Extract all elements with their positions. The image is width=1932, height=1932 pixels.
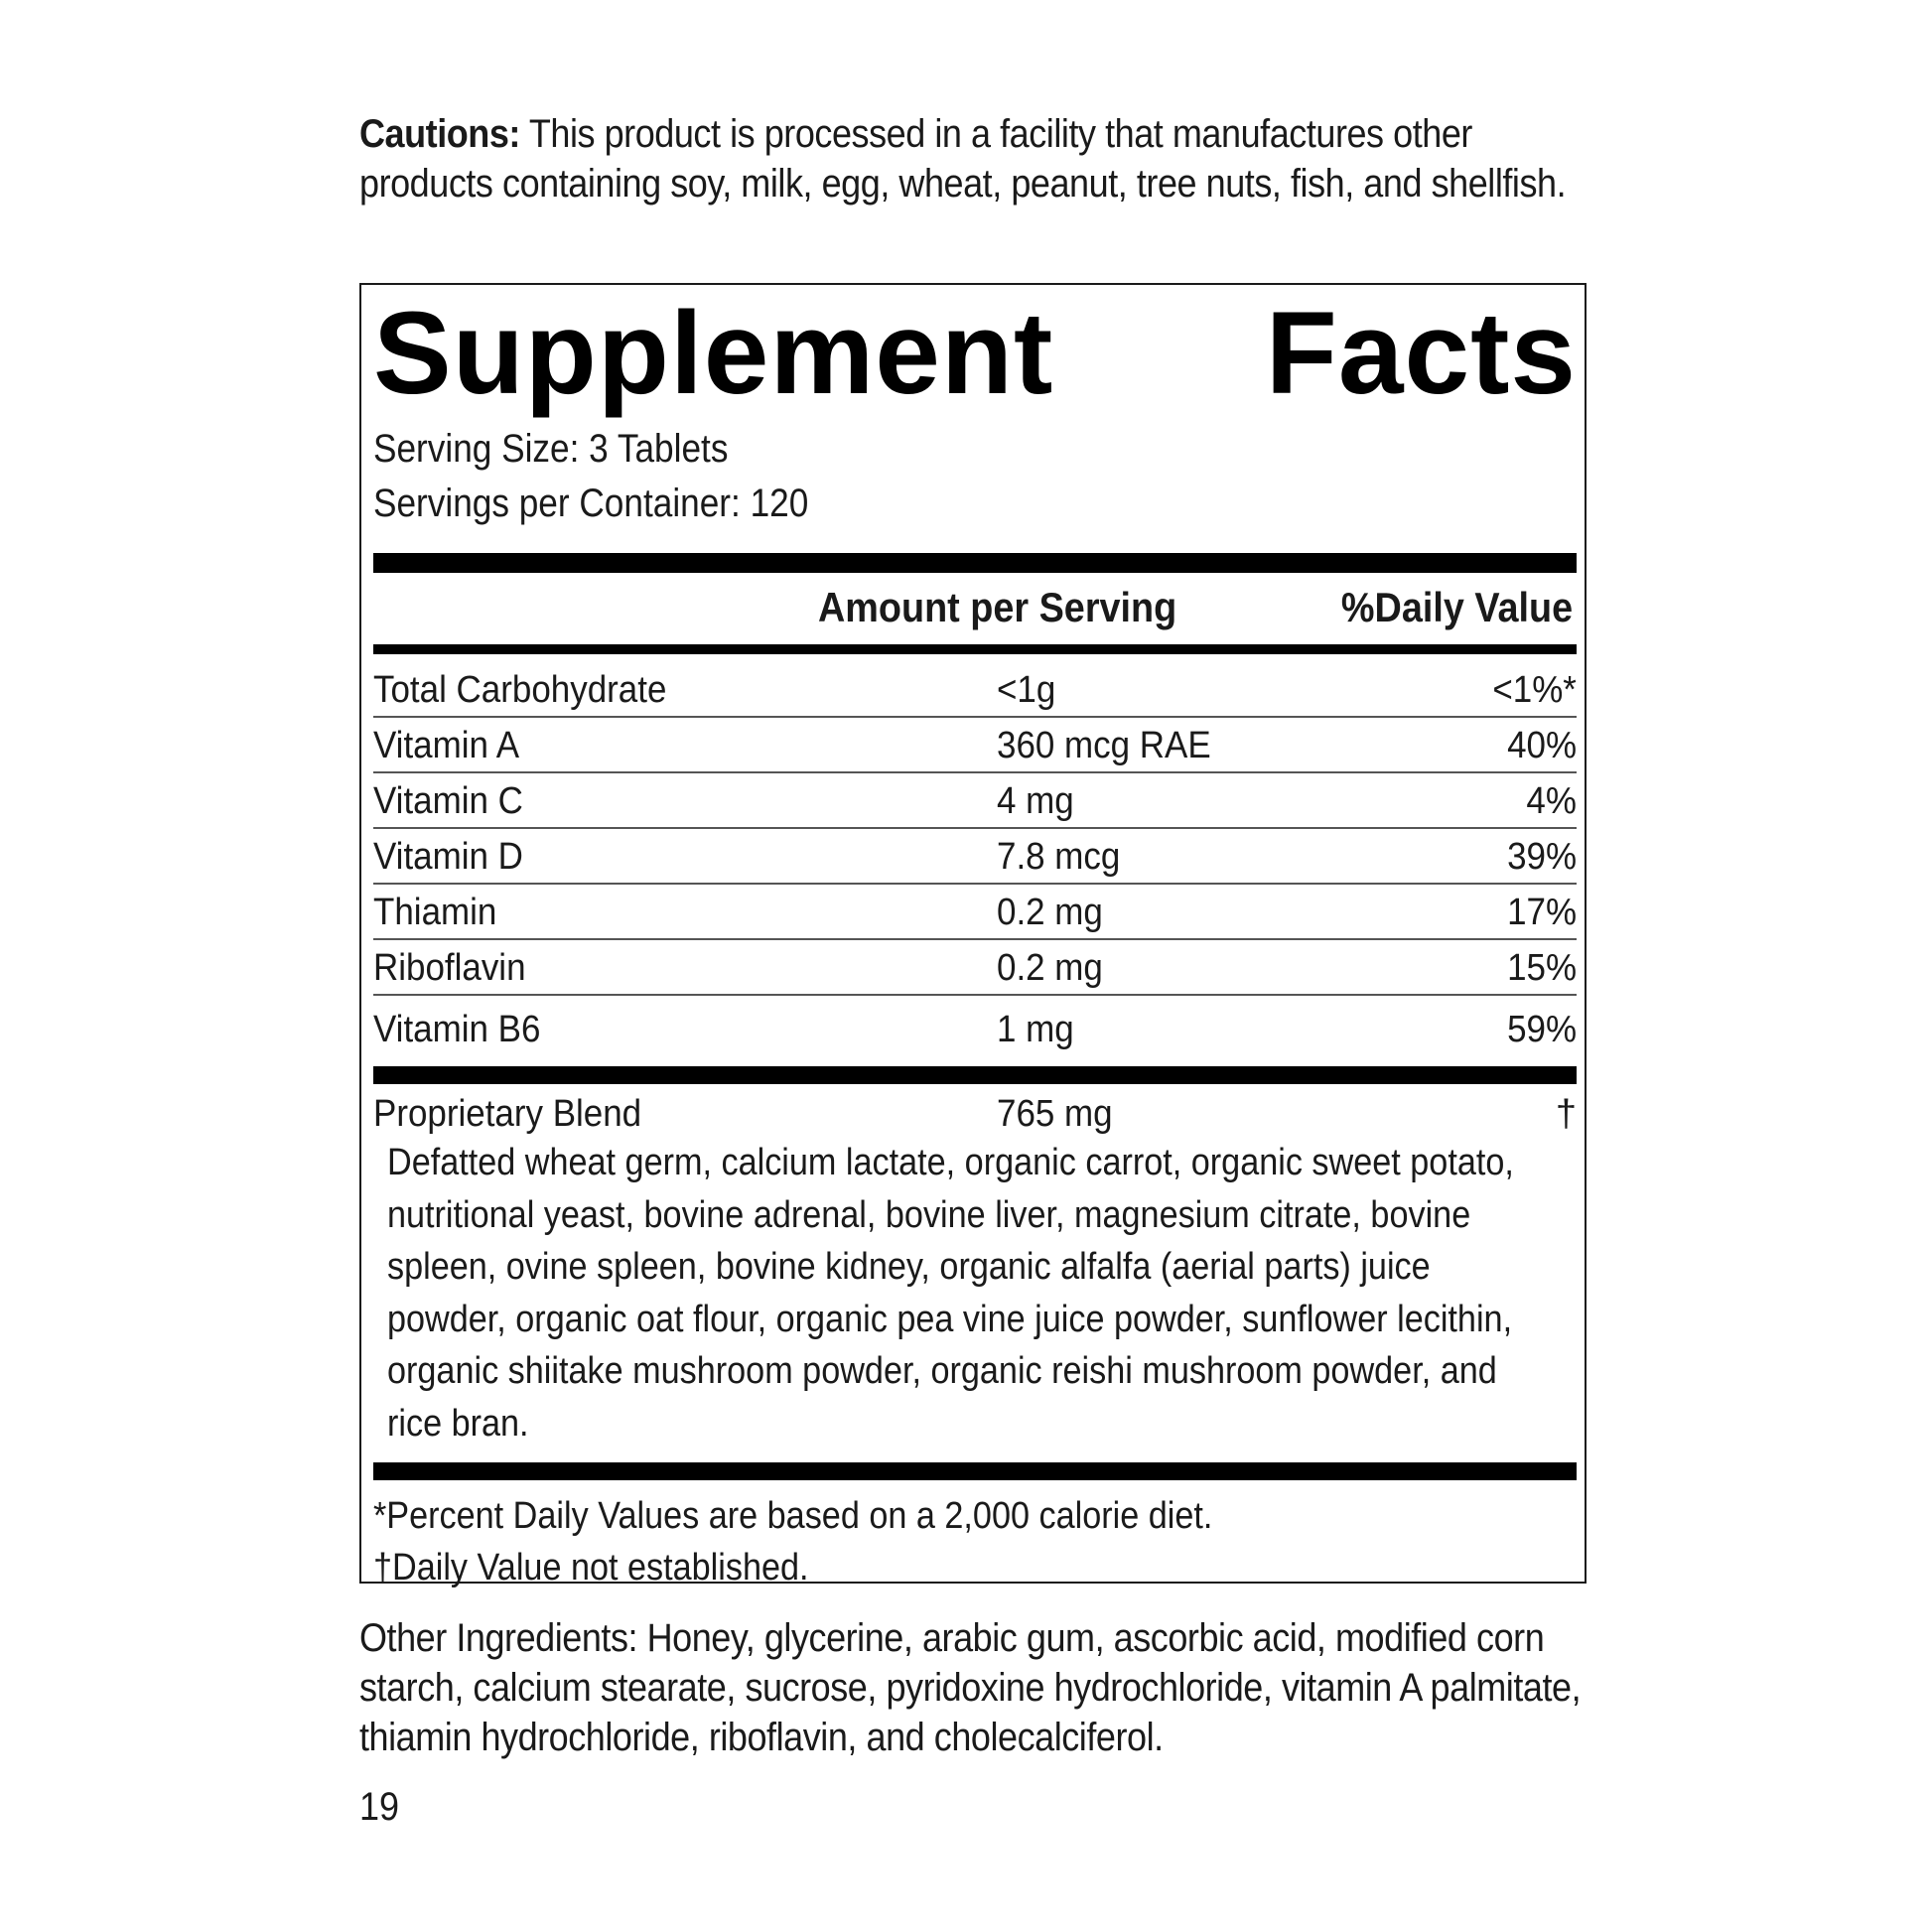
header-daily-value: %Daily Value <box>1340 584 1573 630</box>
serving-size: Serving Size: 3 Tablets <box>373 427 729 471</box>
nutrient-name: Riboflavin <box>373 947 526 989</box>
nutrient-amount: 360 mcg RAE <box>997 725 1211 766</box>
blend-name: Proprietary Blend <box>373 1093 642 1135</box>
nutrient-name: Thiamin <box>373 892 497 933</box>
nutrient-daily-value: <1%* <box>1492 669 1577 711</box>
servings-per-container: Servings per Container: 120 <box>373 482 809 525</box>
nutrient-row <box>373 996 1577 1057</box>
title-word-supplement: Supplement <box>373 288 1054 419</box>
nutrient-name: Vitamin C <box>373 780 523 822</box>
thick-divider <box>373 553 1577 573</box>
nutrient-row <box>373 662 1577 718</box>
supplement-facts-title <box>373 287 1577 421</box>
nutrient-name: Vitamin A <box>373 725 520 766</box>
nutrient-row <box>373 718 1577 773</box>
nutrient-daily-value: 39% <box>1507 836 1577 878</box>
footnote-percent-daily: *Percent Daily Values are based on a 2,000 calorie diet. <box>373 1495 1213 1537</box>
supplement-facts-panel <box>359 283 1587 1588</box>
blend-ingredients-text: Defatted wheat germ, calcium lactate, organic carrot, organic sweet potato, nutritional yeast, bovine adrenal, bovine liver, magnesium citrate, bovine spleen, ovine spleen, bovine kidney, organic alfalfa (aerial parts) juice powder, organic oat flour, organic pea vine juice powder, sunflower lecithin, organic shiitake mushroom powder, organic reishi mushroom powder, and rice bran. <box>387 1142 1514 1445</box>
title-word-facts: Facts <box>1265 288 1577 419</box>
other-ingredients-paragraph: Other Ingredients: Honey, glycerine, arabic gum, ascorbic acid, modified corn starch, calcium stearate, sucrose, pyridoxine hydrochloride, vitamin A palmitate, thiamin hydrochloride, riboflavin, and cholecalciferol. <box>359 1616 1582 1759</box>
nutrient-amount: 0.2 mg <box>997 947 1103 989</box>
nutrient-name: Vitamin D <box>373 836 523 878</box>
nutrient-amount: 1 mg <box>997 1009 1074 1050</box>
nutrient-daily-value: 17% <box>1507 892 1577 933</box>
nutrient-row <box>373 940 1577 996</box>
nutrient-daily-value: 40% <box>1507 725 1577 766</box>
blend-amount: 765 mg <box>997 1093 1113 1135</box>
blend-daily-value: † <box>1555 1093 1577 1135</box>
nutrient-row <box>373 885 1577 940</box>
proprietary-blend-row <box>373 1086 1577 1142</box>
nutrient-name: Vitamin B6 <box>373 1009 541 1050</box>
medium-divider <box>373 644 1577 654</box>
header-amount-per-serving: Amount per Serving <box>818 584 1177 630</box>
nutrient-amount: 7.8 mcg <box>997 836 1121 878</box>
nutrient-amount: <1g <box>997 669 1056 711</box>
nutrient-table <box>373 662 1577 1057</box>
cautions-paragraph <box>359 109 1592 208</box>
cautions-label: Cautions: <box>359 112 520 156</box>
nutrient-row <box>373 829 1577 885</box>
nutrient-daily-value: 4% <box>1526 780 1577 822</box>
thick-divider <box>373 1462 1577 1480</box>
nutrient-row <box>373 773 1577 829</box>
nutrient-name: Total Carbohydrate <box>373 669 667 711</box>
thick-divider <box>373 1066 1577 1084</box>
nutrient-amount: 4 mg <box>997 780 1074 822</box>
page-number: 19 <box>359 1785 400 1829</box>
nutrient-daily-value: 15% <box>1507 947 1577 989</box>
label-page <box>359 109 1590 1829</box>
cautions-text: This product is processed in a facility that manufactures other products containing soy, milk, egg, wheat, peanut, tree nuts, fish, and shellfish. <box>359 112 1567 206</box>
footnote-dagger: †Daily Value not established. <box>373 1547 809 1588</box>
nutrient-amount: 0.2 mg <box>997 892 1103 933</box>
nutrient-daily-value: 59% <box>1507 1009 1577 1050</box>
